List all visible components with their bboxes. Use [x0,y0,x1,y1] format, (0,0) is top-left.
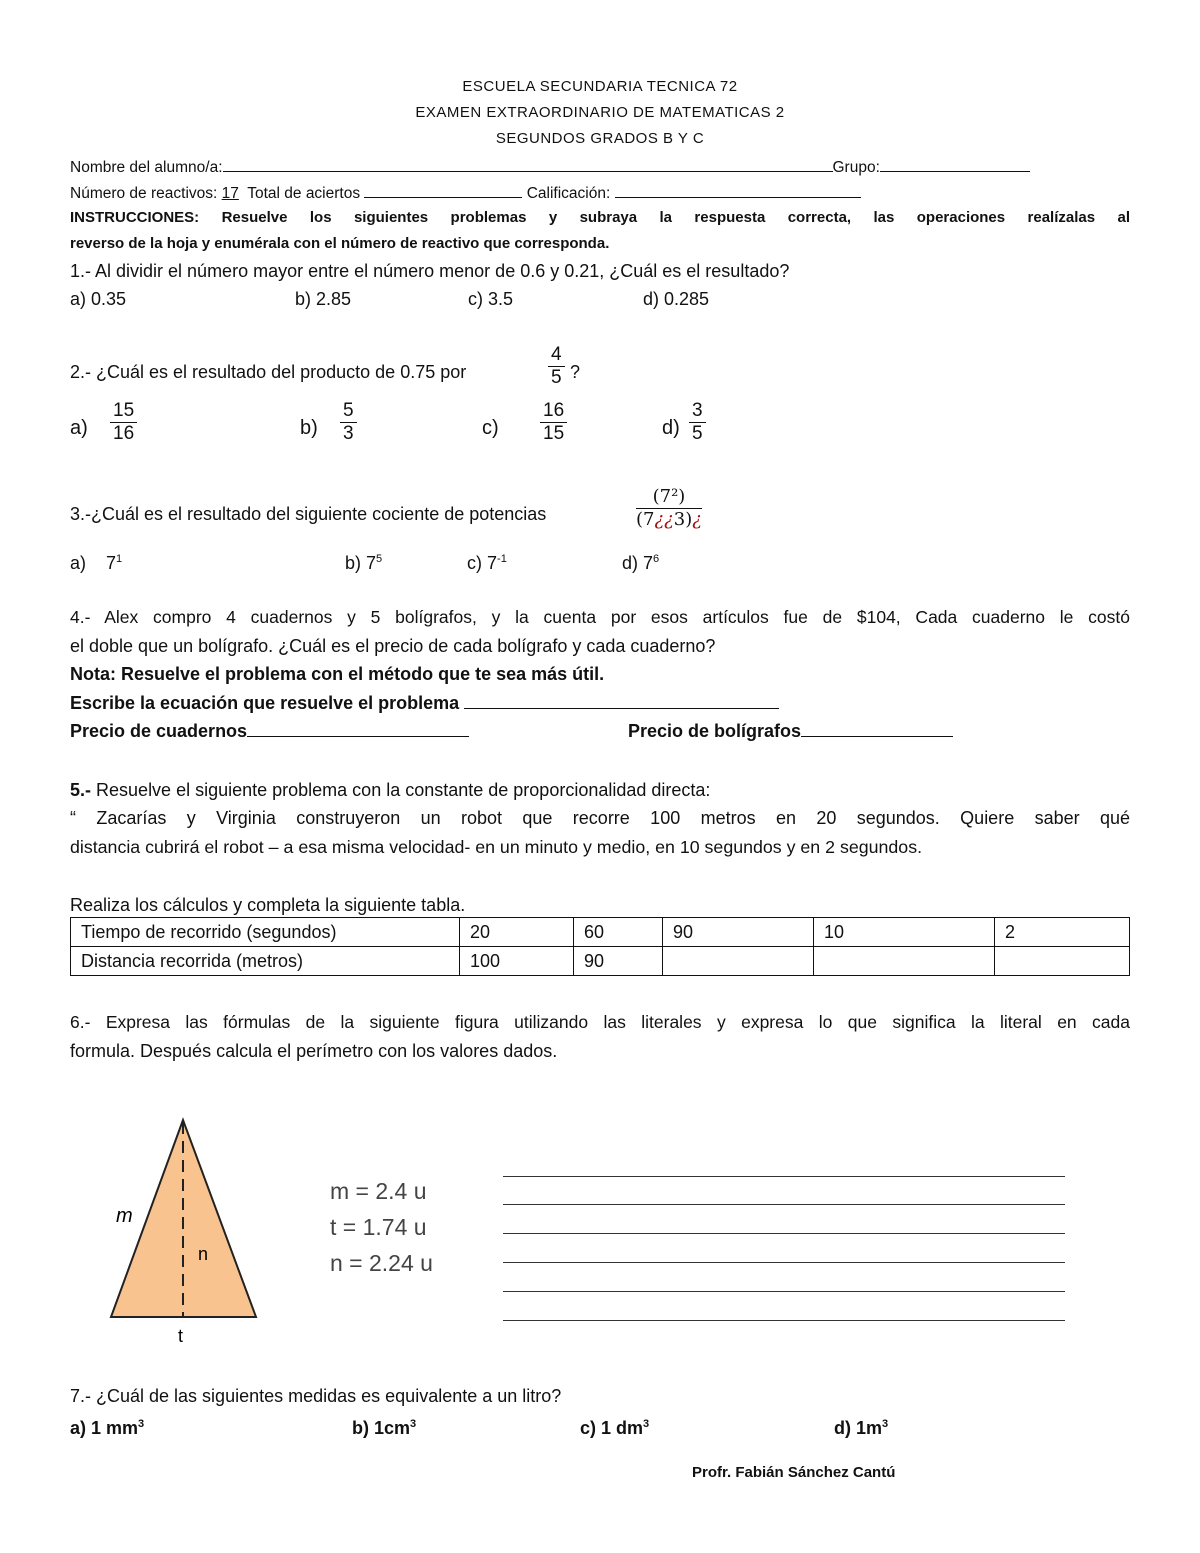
q4-equation[interactable]: Escribe la ecuación que resuelve el problema [70,692,779,714]
q5-table [70,917,1130,976]
footer-teacher: Profr. Fabián Sánchez Cantú [692,1464,896,1481]
instructions-2: reverso de la hoja y enumérala con el número de reactivo que corresponda. [70,235,610,252]
q4-note: Nota: Resuelve el problema con el método que te sea más útil. [70,664,605,684]
q4-line1: 4.- Alex compro 4 cuadernos y 5 bolígrafos, y la cuenta por esos artículos fue de $104, Cada cuaderno le costó [70,607,1130,627]
q7-option-b[interactable]: b) $1cm^3$ [352,1418,417,1438]
q5-text: 5.- Resuelve el siguiente problema con la constante de proporcionalidad directa: [70,780,711,800]
label-n: n [198,1244,209,1264]
value-t: t = 1.74 u [330,1214,427,1240]
q2-a-fraction: $\frac{15}{16}$ [110,400,137,445]
q2-text: 2.- ¿Cuál es el resultado del producto de 0.75 por [70,362,467,382]
q2-d-fraction: $\frac{3}{5}$ [689,400,706,445]
table-cell: 90 [663,918,814,947]
q3-option-b[interactable]: b) $7^5$ [345,553,383,573]
answer-line[interactable] [503,1204,1065,1205]
q4-line2: el doble que un bolígrafo. ¿Cuál es el precio de cada bolígrafo y cada cuaderno? [70,636,716,656]
grade-label: Calificación: [526,185,611,202]
q5-line1: “ Zacarías y Virginia construyeron un robot que recorre 100 metros en 20 segundos. Quiere saber qué [70,808,1130,828]
table-cell: Tiempo de recorrido (segundos) [71,918,460,947]
hits-label: Total de aciertos [247,185,361,202]
table-row [71,918,1130,947]
table-cell: Distancia recorrida (metros) [71,947,460,976]
items-value: 17 [221,185,239,202]
table-cell: 60 [574,918,663,947]
label-t: t [178,1326,184,1346]
table-row [71,947,1130,976]
q5-table-intro: Realiza los cálculos y completa la siguiente tabla. [70,895,466,915]
value-n: n = 2.24 u [330,1250,433,1276]
exam-title: EXAMEN EXTRAORDINARIO DE MATEMATICAS 2 [415,104,785,121]
school-name: ESCUELA SECUNDARIA TECNICA 72 [462,78,738,95]
answer-line[interactable] [503,1262,1065,1263]
answer-line[interactable] [503,1233,1065,1234]
answer-line[interactable] [503,1320,1065,1321]
q4-pens-price[interactable]: Precio de bolígrafos [628,720,953,742]
table-cell: 20 [460,918,574,947]
instructions: INSTRUCCIONES: Resuelve los siguientes problemas y subraya la respuesta correcta, las operaciones realízalas al [70,209,1130,226]
q7-option-a[interactable]: a) 1 $mm^3$ [70,1418,145,1438]
table-cell: 10 [814,918,995,947]
items-label: Número de reactivos: [70,185,218,202]
q2-fraction: $\frac{4}{5}$ [548,344,565,389]
table-cell[interactable] [814,947,995,976]
value-m: m = 2.4 u [330,1178,427,1204]
q5-line2: distancia cubrirá el robot – a esa misma velocidad- en un minuto y medio, en 10 segundos y en 2 segundos. [70,837,923,857]
q2-option-c[interactable]: c) [482,417,499,439]
q6-line2: formula. Después calcula el perímetro con los valores dados. [70,1041,558,1061]
q2-qmark: ? [570,362,581,382]
q4-notebooks-price[interactable]: Precio de cuadernos [70,720,469,742]
answer-line[interactable] [503,1176,1065,1177]
q1-option-b[interactable]: b) 2.85 [295,289,352,309]
q7-option-d[interactable]: d) $1m^3$ [834,1418,889,1438]
table-cell: 2 [995,918,1130,947]
name-label: Nombre del alumno/a: [70,159,223,176]
label-m: m [116,1205,133,1227]
q2-option-b[interactable]: b) [300,417,318,439]
table-cell[interactable] [995,947,1130,976]
q2-b-fraction: $\frac{5}{3}$ [340,400,357,445]
score-fields[interactable] [70,181,861,205]
grades: SEGUNDOS GRADOS B Y C [495,130,705,147]
q3-fraction: $\frac{\text{(7²)}}{(7¿¿3)¿}$ [636,486,702,530]
table-cell: 90 [574,947,663,976]
q6-line1: 6.- Expresa las fórmulas de la siguiente figura utilizando las literales y expresa lo que significa la literal en cada [70,1012,1130,1032]
q1-option-c[interactable]: c) 3.5 [468,289,514,309]
q1-text: 1.- Al dividir el número mayor entre el número menor de 0.6 y 0.21, ¿Cuál es el resultado? [70,261,790,281]
q3-text: 3.-¿Cuál es el resultado del siguiente cociente de potencias [70,504,547,524]
q3-option-c[interactable]: c) $7^{-1}$ [467,553,507,573]
q2-option-a[interactable]: a) [70,417,88,439]
q3-option-a[interactable]: a) $7^1$ [70,553,123,573]
answer-line[interactable] [503,1291,1065,1292]
q7-text: 7.- ¿Cuál de las siguientes medidas es equivalente a un litro? [70,1386,562,1406]
q2-option-d[interactable]: d) [662,417,680,439]
q1-option-a[interactable]: a) 0.35 [70,289,127,309]
triangle-figure [90,1110,290,1350]
table-cell: 100 [460,947,574,976]
q2-c-fraction: $\frac{16}{15}$ [540,400,567,445]
q3-option-d[interactable]: d) $7^6$ [622,553,660,573]
group-label: Grupo: [832,159,880,176]
q1-option-d[interactable]: d) 0.285 [643,289,710,309]
q7-option-c[interactable]: c) 1 $dm^3$ [580,1418,650,1438]
table-cell[interactable] [663,947,814,976]
name-field[interactable] [70,155,1030,179]
